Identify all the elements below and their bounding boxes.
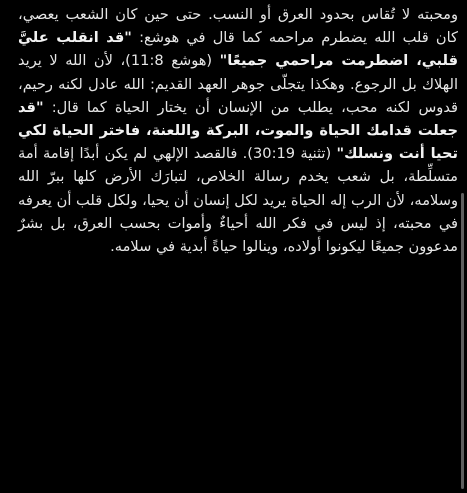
scrollbar-thumb[interactable] bbox=[461, 193, 464, 489]
quote-hosea: "قد انقلب عليَّ قلبي، اضطرمت مراحمي جميعًا" bbox=[18, 29, 458, 70]
article-paragraph bbox=[18, 3, 458, 258]
text-segment: (تثنية 30:19). فالقصد الإلهي لم يكن أبدًا إقامة أمة متسلِّطة، بل شعب يخدم رسالة الخلاص، لتبارَك الأرض كلها ببرّ الله وسلامه، لأن الرب إله الحياة يريد لكل إنسان أن يحيا، ولكل قلب أن يعرفه في محبته، إذ ليس في فكر الله أحياءٌ وأموات بحسب العرق، بل بشرٌ مدعوون جميعًا ليكونوا أولاده، وينالوا حياةً أبدية في سلامه. bbox=[18, 145, 458, 256]
text-segment: ومحبته لا تُقاس بحدود العرق أو النسب. حتى حين كان الشعب يعصي، كان قلب الله يضطرم مراحمه كما قال في هوشع: bbox=[18, 6, 458, 47]
text-segment: (هوشع 11:8)، لأن الله لا يريد الهلاك بل الرجوع. وهكذا يتجلّى جوهر العهد القديم: الله عادل لكنه رحيم، قدوس لكنه محب، يطلب من الإنسان أن يختار الحياة كما قال: bbox=[18, 52, 458, 116]
quote-deuteronomy: "قد جعلت قدامك الحياة والموت، البركة واللعنة، فاختر الحياة لكي تحيا أنت ونسلك" bbox=[18, 98, 459, 163]
